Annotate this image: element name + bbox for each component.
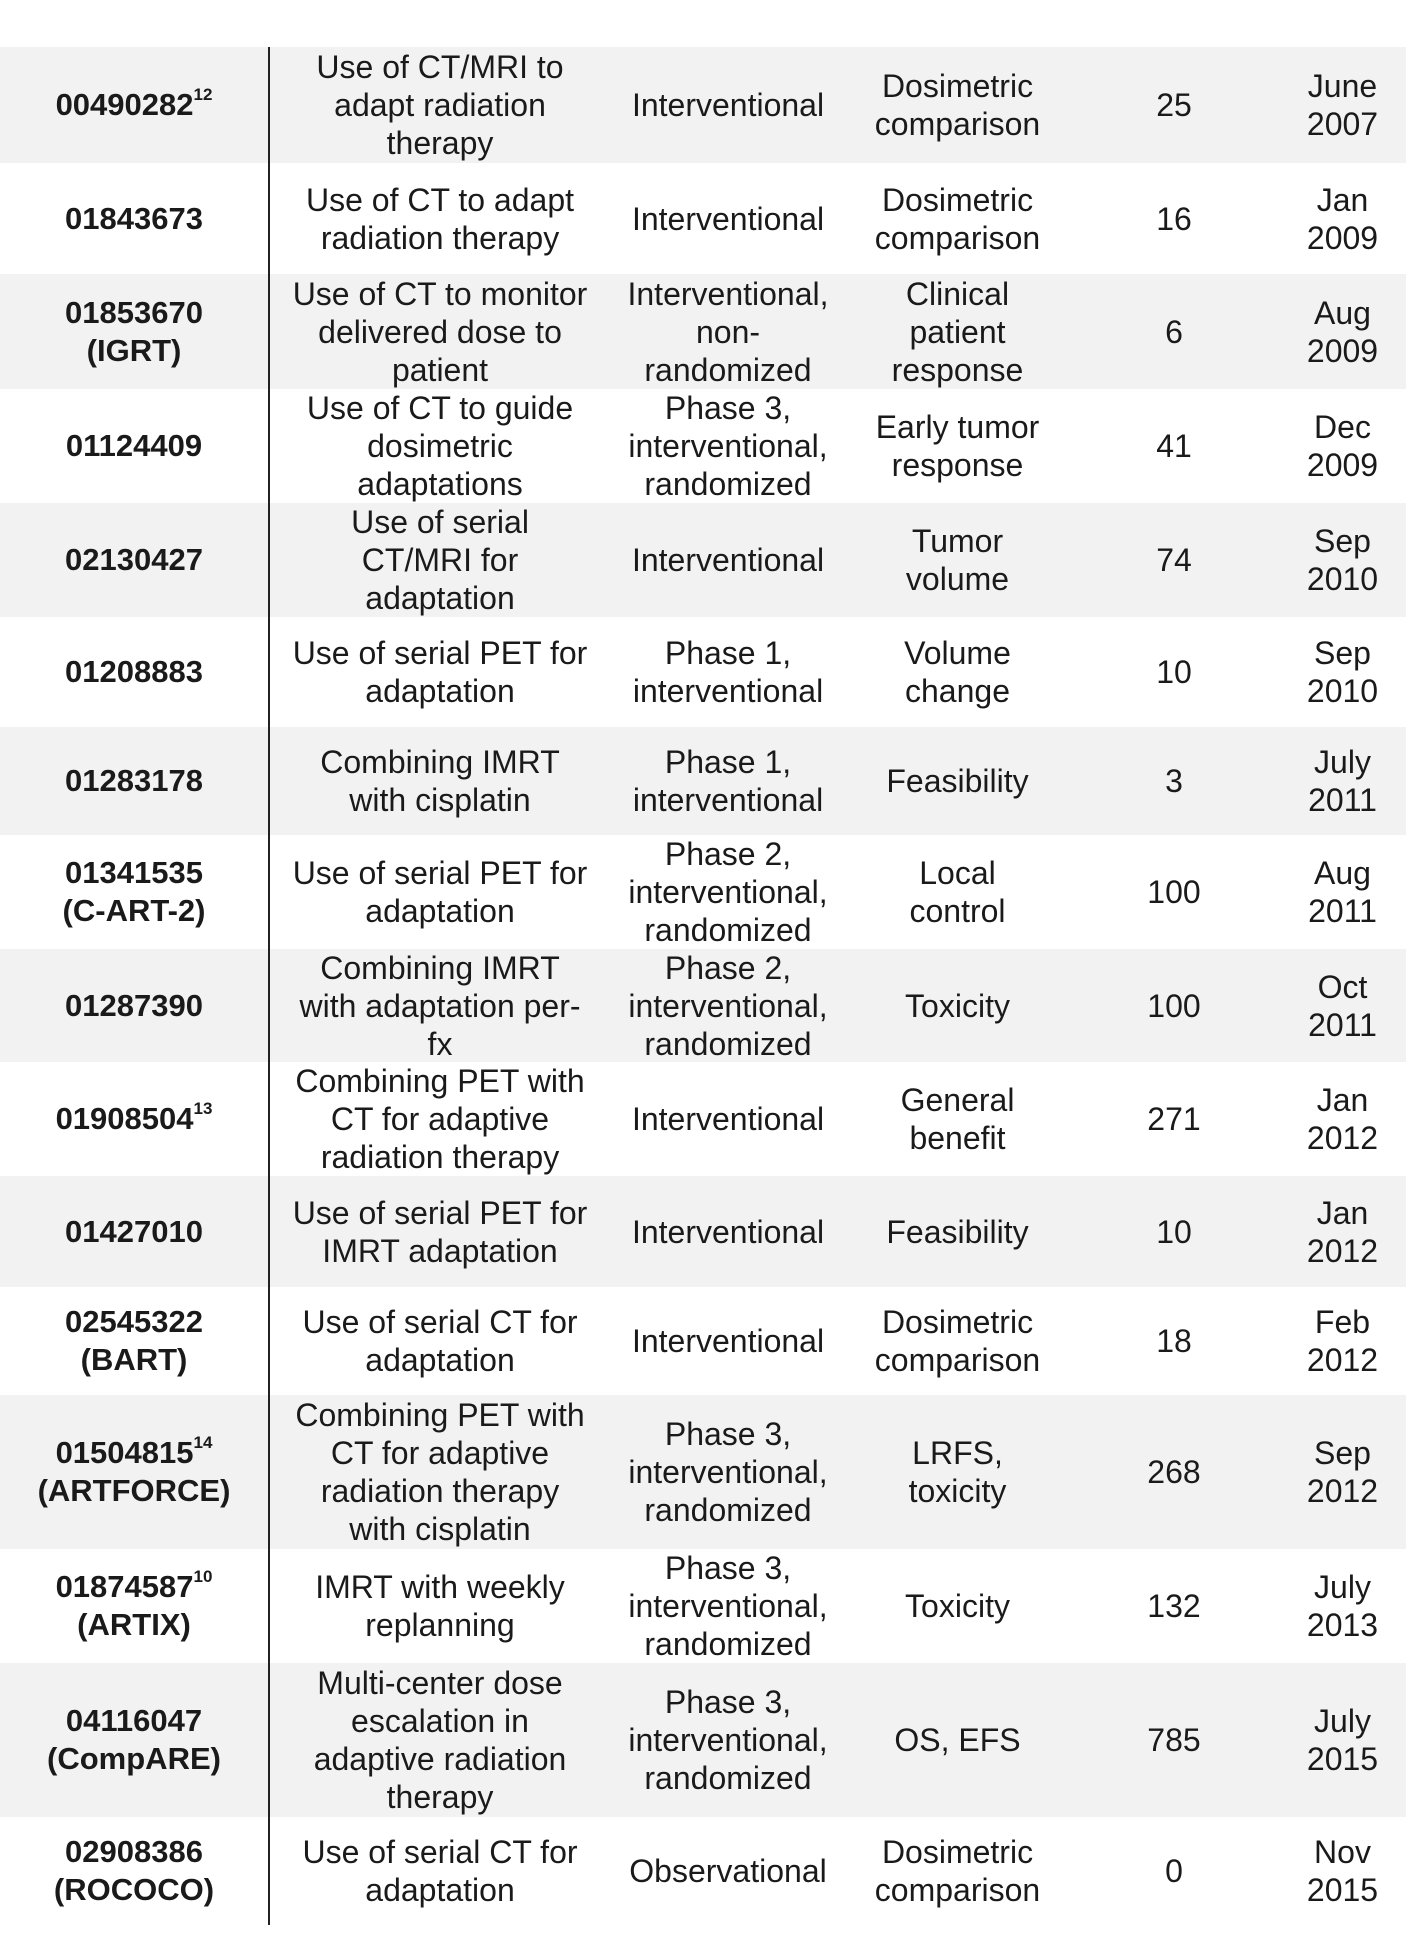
trial-number: 01287390 <box>65 987 203 1023</box>
description-line: adapt radiation <box>334 87 546 123</box>
study-type-line: Interventional <box>631 542 825 578</box>
study-type-cell <box>610 1683 846 1797</box>
trial-id-cell <box>0 949 270 1062</box>
description-line: patient <box>391 351 489 388</box>
description-line: Use of serial PET for <box>292 1194 588 1231</box>
enrollment-cell: 100 <box>1147 874 1201 910</box>
trial-id <box>65 653 203 691</box>
endpoint-cell <box>846 408 1069 484</box>
study-type-line: Interventional <box>631 200 825 237</box>
trial-id <box>65 1833 203 1871</box>
study-type-line: interventional <box>632 673 824 709</box>
start-date-line: Jan <box>1316 1082 1369 1118</box>
trial-acronym: (BART) <box>80 1342 188 1377</box>
start-date-line: 2015 <box>1306 1741 1379 1777</box>
enrollment-cell: 74 <box>1156 542 1192 578</box>
study-type-line: interventional, <box>628 874 828 910</box>
study-type-line: non- <box>695 313 761 350</box>
endpoint-line: patient <box>909 313 1006 350</box>
enrollment-cell: 271 <box>1147 1101 1201 1137</box>
start-date-cell <box>1279 743 1406 819</box>
description-cell <box>270 181 610 257</box>
start-date-cell <box>1279 1194 1406 1270</box>
description-line: Use of serial CT for <box>302 1304 578 1340</box>
table-row <box>0 1817 1406 1925</box>
start-date-line: Aug <box>1314 294 1371 331</box>
endpoint-line: Dosimetric <box>881 1834 1034 1870</box>
endpoint-line: Feasibility <box>886 763 1029 799</box>
trial-acronym: (IGRT) <box>86 332 182 368</box>
endpoint-line: LRFS, <box>912 1435 1003 1471</box>
enrollment-cell: 132 <box>1147 1588 1201 1624</box>
endpoint-line: control <box>909 893 1006 929</box>
start-date-cell <box>1279 634 1406 710</box>
study-type-line: Phase 1, <box>664 744 792 780</box>
description-line: therapy <box>386 1779 494 1815</box>
study-type-line: randomized <box>644 1492 812 1528</box>
study-type-line: interventional, <box>628 1588 828 1624</box>
description-line: dosimetric <box>367 428 513 464</box>
endpoint-cell <box>846 1587 1069 1625</box>
start-date-line: 2012 <box>1306 1342 1379 1378</box>
start-date-cell <box>1279 522 1406 598</box>
start-date-line: 2013 <box>1306 1607 1379 1643</box>
reference-number: 14 <box>193 1432 213 1452</box>
study-type-cell <box>610 541 846 579</box>
trial-number: 01341535 <box>65 855 203 890</box>
endpoint-line: comparison <box>874 219 1041 256</box>
start-date-line: Sep <box>1314 523 1371 559</box>
trial-id <box>56 1100 213 1138</box>
start-date-line: July <box>1314 1703 1371 1739</box>
trial-acronym: (ARTIX) <box>77 1607 191 1642</box>
start-date-line: July <box>1314 744 1371 780</box>
trial-id <box>66 427 202 465</box>
study-type-cell <box>610 743 846 819</box>
endpoint-line: Feasibility <box>886 1213 1029 1250</box>
trial-number: 01124409 <box>65 428 203 463</box>
table-row <box>0 1395 1406 1549</box>
study-type-line: Interventional, <box>627 275 829 312</box>
description-line: CT for adaptive <box>330 1101 550 1137</box>
start-date-cell <box>1279 67 1406 143</box>
trial-id-cell <box>0 1176 270 1287</box>
enrollment-cell: 10 <box>1156 654 1192 690</box>
trial-acronym: (CompARE) <box>47 1741 221 1776</box>
start-date-cell <box>1279 1833 1406 1909</box>
study-type-cell <box>610 389 846 503</box>
description-line: with cisplatin <box>349 1511 531 1547</box>
trial-number: 01208883 <box>65 654 203 689</box>
study-type-line: Interventional <box>631 1213 825 1250</box>
trial-id-cell <box>0 503 270 617</box>
trial-id-cell <box>0 727 270 835</box>
description-cell <box>270 1833 610 1909</box>
description-cell <box>270 503 610 617</box>
trial-id <box>65 294 203 332</box>
enrollment-cell: 100 <box>1147 987 1201 1024</box>
start-date-line: 2011 <box>1308 1006 1377 1043</box>
enrollment-cell: 10 <box>1156 1213 1192 1250</box>
endpoint-line: volume <box>905 561 1010 597</box>
start-date-line: July <box>1314 1569 1371 1605</box>
table-row <box>0 503 1406 617</box>
description-line: Use of CT/MRI to <box>316 49 564 85</box>
description-cell <box>270 389 610 503</box>
start-date-line: 2012 <box>1306 1232 1379 1269</box>
description-line: Use of serial CT for <box>302 1834 578 1870</box>
start-date-line: 2012 <box>1306 1120 1379 1156</box>
description-cell <box>270 1396 610 1548</box>
description-line: Use of CT to monitor <box>292 275 588 312</box>
table-row <box>0 47 1406 163</box>
start-date-line: Feb <box>1314 1304 1371 1340</box>
start-date-line: Nov <box>1314 1834 1371 1870</box>
trial-id-cell <box>0 1062 270 1176</box>
description-cell <box>270 743 610 819</box>
endpoint-line: response <box>891 447 1024 483</box>
study-type-line: Phase 2, <box>664 836 792 872</box>
endpoint-cell <box>846 1833 1069 1909</box>
study-type-line: randomized <box>644 351 812 388</box>
study-type-line: randomized <box>644 1626 812 1662</box>
description-line: adaptive radiation <box>313 1741 567 1777</box>
description-line: CT for adaptive <box>330 1435 550 1471</box>
description-line: replanning <box>365 1607 515 1643</box>
enrollment-cell: 3 <box>1165 763 1183 799</box>
endpoint-cell <box>846 275 1069 389</box>
trial-number: 04116047 <box>65 1703 203 1738</box>
study-type-cell <box>610 1100 846 1138</box>
enrollment-cell: 268 <box>1147 1454 1201 1490</box>
trial-id-cell <box>0 1549 270 1663</box>
trial-number: 02908386 <box>65 1834 203 1869</box>
description-line: Combining PET with <box>295 1063 585 1099</box>
trial-id-cell <box>0 274 270 389</box>
endpoint-line: toxicity <box>908 1473 1007 1509</box>
endpoint-line: Local <box>919 855 996 891</box>
table-row <box>0 1176 1406 1287</box>
endpoint-line: Volume <box>904 635 1011 671</box>
study-type-line: Interventional <box>631 87 825 123</box>
trial-acronym: (C-ART-2) <box>62 893 206 928</box>
start-date-cell <box>1279 1702 1406 1778</box>
description-cell <box>270 1568 610 1644</box>
description-line: radiation therapy <box>320 1139 560 1175</box>
start-date-line: Jan <box>1316 1194 1369 1231</box>
description-line: radiation therapy <box>320 219 560 256</box>
start-date-line: Aug <box>1314 855 1371 891</box>
start-date-cell <box>1279 181 1406 257</box>
trial-number: 01843673 <box>65 200 203 236</box>
start-date-line: Sep <box>1314 635 1371 671</box>
description-line: Use of serial PET for <box>292 635 588 671</box>
study-type-cell <box>610 1852 846 1890</box>
description-cell <box>270 1664 610 1816</box>
start-date-line: 2007 <box>1306 106 1379 142</box>
description-line: Use of CT to guide <box>306 390 574 426</box>
study-type-cell <box>610 634 846 710</box>
reference-number: 13 <box>193 1098 213 1118</box>
study-type-line: interventional, <box>628 428 828 464</box>
start-date-line: 2009 <box>1306 332 1379 369</box>
description-line: CT/MRI for <box>361 542 519 578</box>
endpoint-line: Toxicity <box>905 1588 1010 1624</box>
study-type-line: Interventional <box>631 1101 825 1137</box>
trial-id <box>66 1702 202 1740</box>
study-type-line: interventional, <box>628 1454 828 1490</box>
enrollment-cell: 25 <box>1156 87 1192 123</box>
endpoint-cell <box>846 181 1069 257</box>
endpoint-cell <box>846 854 1069 930</box>
trial-id <box>65 1303 203 1341</box>
trial-number: 01283178 <box>65 763 203 798</box>
description-line: adaptation <box>365 1872 515 1908</box>
description-cell <box>270 1303 610 1379</box>
description-cell <box>270 275 610 389</box>
start-date-line: Sep <box>1314 1435 1371 1471</box>
trial-id-cell <box>0 617 270 727</box>
description-line: Combining IMRT <box>320 744 560 780</box>
trial-number: 00490282 <box>55 87 194 122</box>
trial-id-cell <box>0 1395 270 1549</box>
study-type-cell <box>610 949 846 1063</box>
trial-number: 01908504 <box>55 1101 194 1136</box>
table-row <box>0 617 1406 727</box>
endpoint-line: comparison <box>874 1872 1041 1908</box>
start-date-line: 2010 <box>1306 561 1379 597</box>
endpoint-cell <box>846 634 1069 710</box>
trial-number: 02545322 <box>65 1304 203 1339</box>
table-row <box>0 274 1406 389</box>
table-row <box>0 1287 1406 1395</box>
endpoint-line: change <box>905 673 1010 709</box>
trial-id-cell <box>0 389 270 503</box>
endpoint-line: OS, EFS <box>894 1722 1021 1758</box>
endpoint-cell <box>846 1721 1069 1759</box>
description-line: radiation therapy <box>320 1473 560 1509</box>
start-date-line: 2011 <box>1308 782 1377 818</box>
description-cell <box>270 949 610 1063</box>
endpoint-line: benefit <box>909 1120 1006 1156</box>
endpoint-line: Dosimetric <box>881 1304 1034 1340</box>
description-line: adaptation <box>365 673 515 709</box>
enrollment-cell: 6 <box>1165 313 1183 350</box>
description-line: Use of CT to adapt <box>306 181 574 218</box>
start-date-cell <box>1279 1568 1406 1644</box>
start-date-line: 2012 <box>1306 1473 1379 1509</box>
start-date-cell <box>1279 854 1406 930</box>
description-line: therapy <box>386 125 494 161</box>
enrollment-cell: 0 <box>1165 1853 1183 1889</box>
table-row <box>0 1663 1406 1817</box>
study-type-cell <box>610 1213 846 1251</box>
description-line: adaptation <box>365 893 515 929</box>
endpoint-cell <box>846 987 1069 1025</box>
start-date-line: Jan <box>1316 181 1369 218</box>
trial-id <box>56 1434 213 1472</box>
endpoint-cell <box>846 1303 1069 1379</box>
endpoint-cell <box>846 522 1069 598</box>
study-type-cell <box>610 275 846 389</box>
start-date-cell <box>1279 1081 1406 1157</box>
description-line: adaptation <box>365 1342 515 1378</box>
enrollment-cell: 16 <box>1156 200 1192 237</box>
enrollment-cell: 41 <box>1156 428 1192 464</box>
study-type-line: Interventional <box>631 1323 825 1359</box>
trial-id-cell <box>0 163 270 274</box>
description-line: fx <box>427 1025 453 1062</box>
trial-number: 02130427 <box>65 542 203 577</box>
endpoint-line: Dosimetric <box>881 181 1034 218</box>
study-type-cell <box>610 1549 846 1663</box>
table-row <box>0 949 1406 1062</box>
trial-id <box>65 854 203 892</box>
endpoint-cell <box>846 1081 1069 1157</box>
trial-id <box>65 987 203 1025</box>
start-date-line: Dec <box>1314 409 1371 445</box>
endpoint-line: Toxicity <box>905 987 1010 1024</box>
description-line: with cisplatin <box>349 782 531 818</box>
study-type-line: interventional, <box>628 987 828 1024</box>
trial-id-cell <box>0 835 270 949</box>
study-type-line: interventional <box>632 782 824 818</box>
trial-id <box>56 86 213 124</box>
trial-id <box>65 541 203 579</box>
enrollment-cell: 785 <box>1147 1722 1201 1758</box>
study-type-cell <box>610 1415 846 1529</box>
description-line: adaptations <box>357 466 523 502</box>
endpoint-line: Clinical <box>905 275 1010 312</box>
description-line: escalation in <box>351 1703 529 1739</box>
description-cell <box>270 48 610 162</box>
study-type-cell <box>610 1322 846 1360</box>
endpoint-cell <box>846 762 1069 800</box>
description-line: Multi-center dose <box>317 1665 563 1701</box>
endpoint-cell <box>846 1213 1069 1251</box>
endpoint-line: Early tumor <box>875 409 1040 445</box>
description-line: Combining IMRT <box>320 949 560 986</box>
table-row <box>0 835 1406 949</box>
reference-number: 12 <box>193 84 213 104</box>
study-type-line: Phase 3, <box>664 1684 792 1720</box>
study-type-cell <box>610 200 846 238</box>
start-date-cell <box>1279 1434 1406 1510</box>
start-date-line: June <box>1307 68 1378 104</box>
endpoint-cell <box>846 67 1069 143</box>
trial-number: 01504815 <box>55 1435 194 1470</box>
study-type-line: randomized <box>644 912 812 948</box>
description-cell <box>270 1062 610 1176</box>
trial-id <box>65 1213 203 1251</box>
study-type-line: interventional, <box>628 1722 828 1758</box>
study-type-line: randomized <box>644 466 812 502</box>
study-type-line: randomized <box>644 1025 812 1062</box>
trial-number: 01874587 <box>55 1569 194 1604</box>
description-line: adaptation <box>365 580 515 616</box>
trial-id <box>65 762 203 800</box>
description-line: Combining PET with <box>295 1397 585 1433</box>
description-line: Use of serial <box>351 504 529 540</box>
trial-acronym: (ARTFORCE) <box>37 1473 231 1508</box>
description-cell <box>270 634 610 710</box>
trial-acronym: (ROCOCO) <box>53 1872 215 1907</box>
description-line: Use of serial PET for <box>292 855 588 891</box>
study-type-line: Phase 3, <box>664 1416 792 1452</box>
start-date-cell <box>1279 408 1406 484</box>
table-row <box>0 727 1406 835</box>
description-line: delivered dose to <box>318 313 562 350</box>
start-date-line: 2009 <box>1306 219 1379 256</box>
endpoint-line: General <box>900 1082 1015 1118</box>
description-line: with adaptation per- <box>299 987 581 1024</box>
table-row <box>0 163 1406 274</box>
enrollment-cell: 18 <box>1156 1323 1192 1359</box>
start-date-line: 2015 <box>1306 1872 1379 1908</box>
reference-number: 10 <box>193 1566 213 1586</box>
trial-id-cell <box>0 1663 270 1817</box>
start-date-line: 2011 <box>1308 893 1377 929</box>
start-date-cell <box>1279 294 1406 370</box>
start-date-line: 2009 <box>1306 447 1379 483</box>
study-type-line: randomized <box>644 1760 812 1796</box>
study-type-line: Phase 3, <box>664 390 792 426</box>
start-date-line: 2010 <box>1306 673 1379 709</box>
trial-id <box>56 1568 213 1606</box>
endpoint-line: comparison <box>874 1342 1041 1378</box>
study-type-cell <box>610 835 846 949</box>
study-type-line: Phase 1, <box>664 635 792 671</box>
trial-number: 01427010 <box>65 1213 203 1249</box>
start-date-cell <box>1279 1303 1406 1379</box>
description-cell <box>270 854 610 930</box>
start-date-cell <box>1279 968 1406 1044</box>
endpoint-cell <box>846 1434 1069 1510</box>
trial-id-cell <box>0 1817 270 1925</box>
endpoint-line: comparison <box>874 106 1041 142</box>
study-type-cell <box>610 86 846 124</box>
table-row <box>0 1549 1406 1663</box>
endpoint-line: Dosimetric <box>881 68 1034 104</box>
endpoint-line: response <box>891 351 1024 388</box>
study-type-line: Phase 2, <box>664 949 792 986</box>
description-line: IMRT adaptation <box>322 1232 558 1269</box>
table-row <box>0 1062 1406 1176</box>
trial-id-cell <box>0 47 270 163</box>
trials-table <box>0 47 1406 1925</box>
description-line: IMRT with weekly <box>315 1569 565 1605</box>
study-type-line: Phase 3, <box>664 1550 792 1586</box>
trial-id <box>65 200 203 238</box>
trial-number: 01853670 <box>65 294 203 330</box>
study-type-line: Observational <box>629 1853 827 1889</box>
trial-id-cell <box>0 1287 270 1395</box>
table-row <box>0 389 1406 503</box>
endpoint-line: Tumor <box>911 523 1004 559</box>
description-cell <box>270 1194 610 1270</box>
start-date-line: Oct <box>1317 968 1368 1005</box>
